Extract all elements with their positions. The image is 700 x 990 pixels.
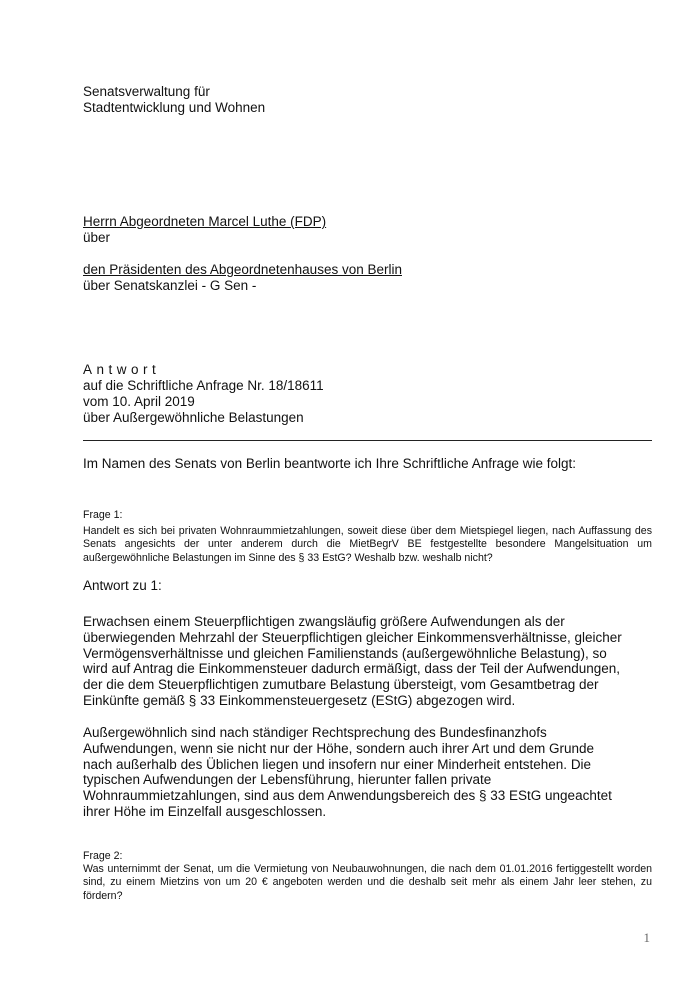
- paragraph-line: der die dem Steuerpflichtigen zumutbare Belastung übersteigt, vom Gesamtbetrag der: [83, 677, 599, 693]
- antwort-heading: Antwort: [83, 362, 161, 377]
- paragraph-line: Wohnraummietzahlungen, sind aus dem Anwendungsbereich des § 33 EStG ungeachtet: [83, 788, 612, 804]
- answer-1-paragraph-2: [83, 725, 652, 820]
- paragraph-line: wird auf Antrag die Einkommensteuer dadurch ermäßigt, dass der Teil der Aufwendungen,: [83, 661, 621, 677]
- answer-1-paragraph-1: [83, 614, 652, 709]
- paragraph-line: Vermögensverhältnisse und gleichen Familienstands (außergewöhnliche Belastung), so: [83, 645, 607, 661]
- inquiry-date: vom 10. April 2019: [83, 394, 195, 409]
- paragraph-line: ihrer Höhe im Einzelfall ausgeschlossen.: [83, 803, 327, 819]
- recipient-name: Herrn Abgeordneten Marcel Luthe (FDP): [83, 214, 327, 229]
- question-2-label: Frage 2:: [83, 850, 123, 862]
- addressee-block: [83, 214, 402, 294]
- question-1: [83, 509, 652, 565]
- inquiry-number: auf die Schriftliche Anfrage Nr. 18/18611: [83, 378, 324, 393]
- paragraph-line: typischen Aufwendungen der Lebensführung, hierunter fallen private: [83, 772, 492, 788]
- question-1-text: Handelt es sich bei privaten Wohnraummietzahlungen, soweit diese über dem Mietspiegel liegen, nach Auffassung des Senats angesichts der unter anderem durch die MietBegrV BE festgestellte besondere Mangelsituation um außergewöhnliche Belastungen im Sinne des § 33 EstG? Weshalb bzw. weshalb nicht?: [83, 525, 652, 564]
- president-line: den Präsidenten des Abgeordnetenhauses von Berlin: [83, 262, 402, 277]
- paragraph-line: Einkünfte gemäß § 33 Einkommensteuergesetz (EStG) abgezogen wird.: [83, 692, 516, 708]
- paragraph-line: Außergewöhnlich sind nach ständiger Rechtsprechung des Bundesfinanzhofs: [83, 725, 547, 740]
- via-line-1: über: [83, 230, 111, 245]
- question-2: [83, 850, 652, 903]
- reference-block: [83, 362, 324, 426]
- page-number: 1: [643, 930, 650, 945]
- via-line-2: über Senatskanzlei - G Sen -: [83, 278, 257, 293]
- paragraph-line: Erwachsen einem Steuerpflichtigen zwangsläufig größere Aufwendungen als der: [83, 614, 565, 629]
- divider: [83, 440, 652, 441]
- paragraph-line: Aufwendungen, wenn sie nicht nur der Höhe, sondern auch ihrer Art und dem Grunde: [83, 740, 595, 756]
- answer-1-heading: Antwort zu 1:: [83, 578, 162, 593]
- sender-line-2: Stadtentwicklung und Wohnen: [83, 100, 266, 115]
- paragraph-line: überwiegenden Mehrzahl der Steuerpflichtigen gleicher Einkommensverhältnisse, gleicher: [83, 629, 622, 645]
- question-2-text: Was unternimmt der Senat, um die Vermietung von Neubauwohnungen, die nach dem 01.01.2016 fertiggestellt worden sind, zu einem Mietzins von um 20 € angeboten werden und die deshalb seit mehr als einem Jahr leer stehen, zu fördern?: [83, 863, 652, 902]
- question-1-label: Frage 1:: [83, 509, 123, 521]
- sender-line-1: Senatsverwaltung für: [83, 84, 210, 99]
- inquiry-subject: über Außergewöhnliche Belastungen: [83, 410, 304, 425]
- paragraph-line: nach außerhalb des Üblichen liegen und insofern nur einer Minderheit entstehen. Die: [83, 756, 592, 772]
- intro-text: Im Namen des Senats von Berlin beantworte ich Ihre Schriftliche Anfrage wie folgt:: [83, 456, 577, 471]
- sender-block: [83, 84, 265, 116]
